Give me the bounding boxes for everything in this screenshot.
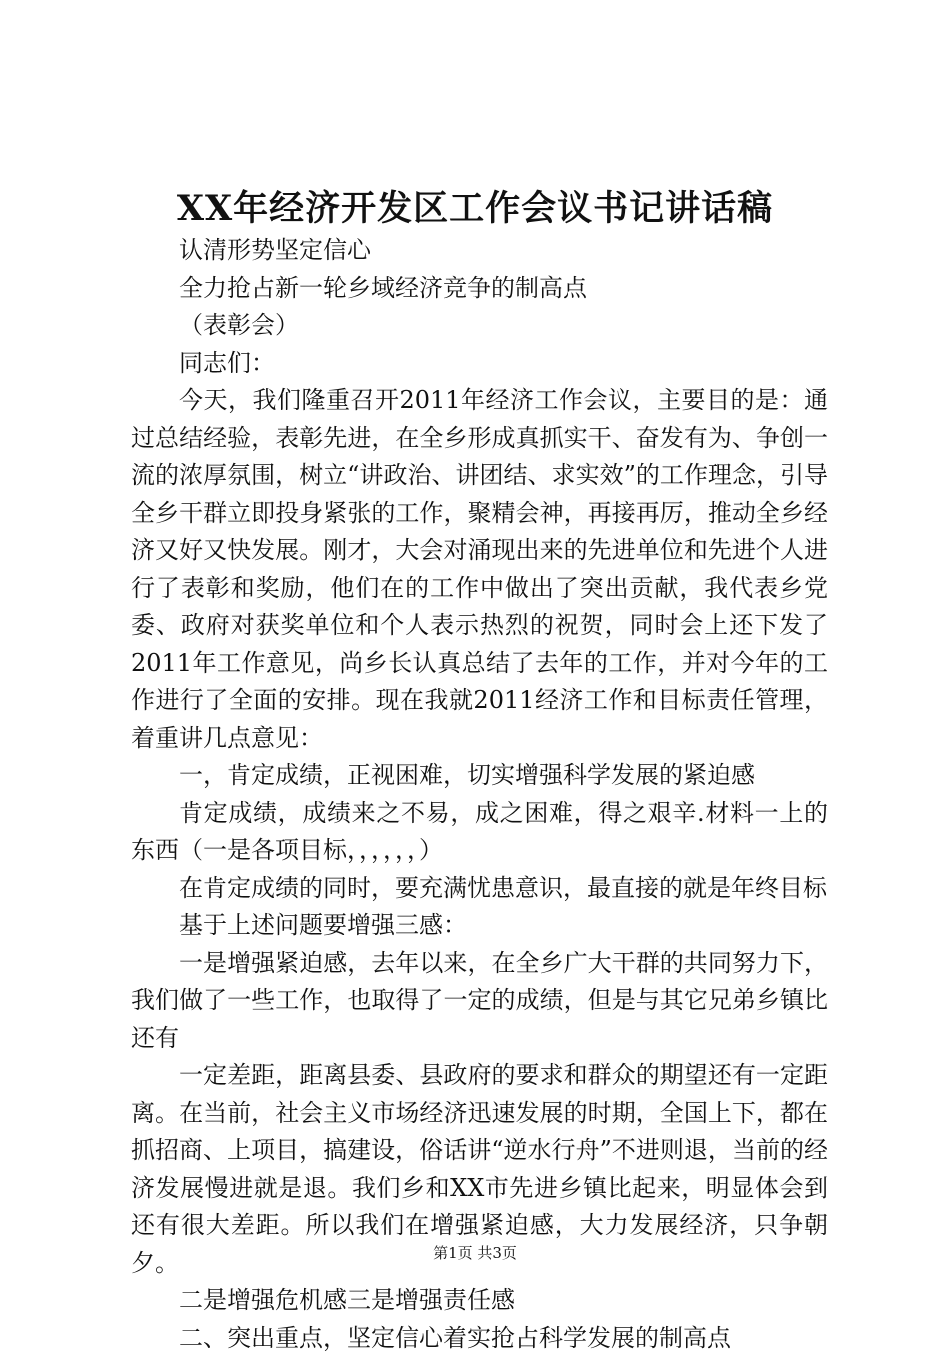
salutation: 同志们：	[131, 345, 828, 383]
section-heading-2: 二、突出重点，坚定信心着实抢占科学发展的制高点	[131, 1320, 828, 1357]
section-heading-1: 一，肯定成绩，正视困难，切实增强科学发展的紧迫感	[131, 757, 828, 795]
document-body	[131, 232, 828, 1357]
paragraph-intro: 今天，我们隆重召开2011年经济工作会议，主要目的是：通过总结经验，表彰先进，在全乡形成真抓实干、奋发有为、争创一流的浓厚氛围，树立“讲政治、讲团结、求实效”的工作理念，引导全乡干群立即投身紧张的工作，聚精会神，再接再厉，推动全乡经济又好又快发展。刚才，大会对涌现出来的先进单位和先进个人进行了表彰和奖励，他们在的工作中做出了突出贡献，我代表乡党委、政府对获奖单位和个人表示热烈的祝贺，同时会上还下发了2011年工作意见，尚乡长认真总结了去年的工作，并对今年的工作进行了全面的安排。现在我就2011经济工作和目标责任管理，着重讲几点意见：	[131, 382, 828, 757]
subtitle-line-2: 全力抢占新一轮乡域经济竞争的制高点	[131, 270, 828, 308]
paragraph-gap: 一定差距，距离县委、县政府的要求和群众的期望还有一定距离。在当前，社会主义市场经济迅速发展的时期，全国上下，都在抓招商、上项目，搞建设，俗话讲“逆水行舟”不进则退，当前的经济发展慢进就是退。我们乡和XX市先进乡镇比起来，明显体会到还有很大差距。所以我们在增强紧迫感，大力发展经济，只争朝夕。	[131, 1057, 828, 1282]
document-title: XX年经济开发区工作会议书记讲话稿	[0, 182, 950, 236]
paragraph-concerns: 在肯定成绩的同时，要充满忧患意识，最直接的就是年终目标	[131, 870, 828, 908]
page-footer: 第1页 共3页	[0, 1241, 950, 1265]
paragraph-three-senses: 基于上述问题要增强三感：	[131, 907, 828, 945]
paragraph-urgency: 一是增强紧迫感，去年以来，在全乡广大干群的共同努力下，我们做了一些工作，也取得了一定的成绩，但是与其它兄弟乡镇比还有	[131, 945, 828, 1058]
paragraph-crisis-responsibility: 二是增强危机感三是增强责任感	[131, 1282, 828, 1320]
paragraph-achievements: 肯定成绩，成绩来之不易，成之困难，得之艰辛.材料一上的东西（一是各项目标，，，，，，）	[131, 795, 828, 870]
subtitle-line-1: 认清形势坚定信心	[131, 232, 828, 270]
occasion-note: （表彰会）	[131, 307, 828, 345]
